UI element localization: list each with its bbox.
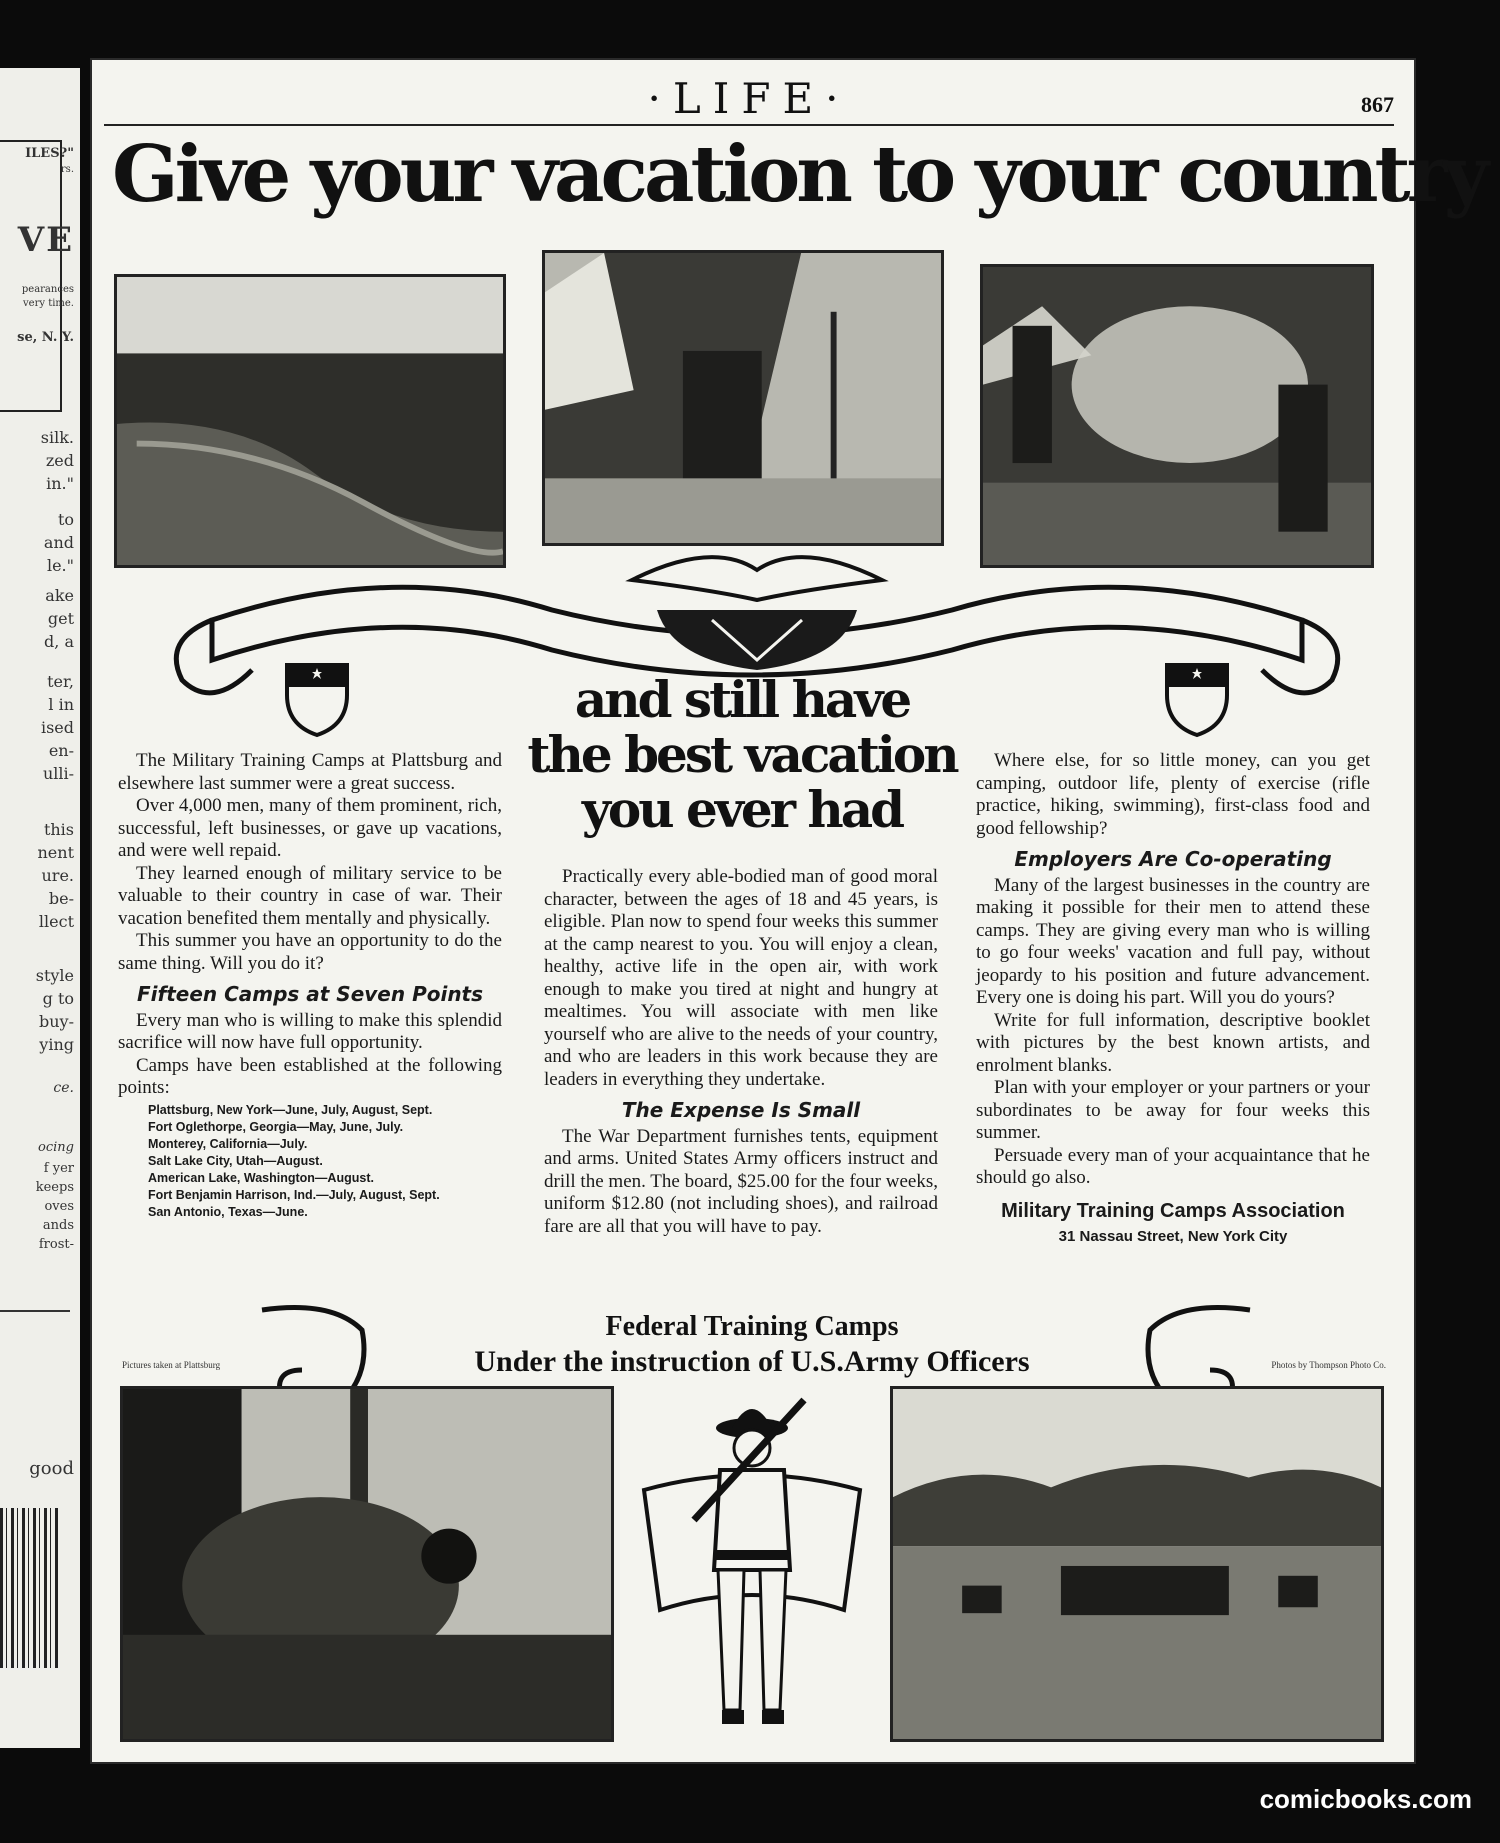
adjacent-barcode-graphic xyxy=(0,1508,60,1668)
adjacent-text-fragment: to xyxy=(57,510,74,529)
body-paragraph: Every man who is willing to make this splendid sacrifice will now have full opportunity. xyxy=(118,1009,502,1053)
camp-list-item: Plattsburg, New York—June, July, August, Sept. xyxy=(148,1102,433,1117)
adjacent-text-fragment: good xyxy=(29,1458,74,1479)
adjacent-text-fragment: get xyxy=(47,609,74,628)
adjacent-text-fragment: ying xyxy=(39,1035,74,1054)
body-paragraph: Many of the largest businesses in the country are making it possible for their men to attend these camps. They are giving every man who is willing to go four weeks' vacation and full pay, without jeopardy to his position and future advancement. Every one is doing his part. Will you do yours? xyxy=(976,874,1370,1008)
soldier-illustration xyxy=(624,1380,880,1750)
adjacent-text-fragment: ake xyxy=(45,586,74,605)
photo-trenches xyxy=(114,274,506,568)
body-paragraph: The War Department furnishes tents, equipment and arms. United States Army officers instruct and drill the men. The board, $25.00 for the four weeks, uniform $12.80 (not including shoes), and railroad fare are all that you will have to pay. xyxy=(544,1125,938,1237)
footer-banner-line1: Federal Training Camps xyxy=(605,1311,899,1342)
body-paragraph: The Military Training Camps at Plattsburg and elsewhere last summer were a great success. xyxy=(118,750,502,794)
footer-banner xyxy=(422,1310,1082,1380)
adjacent-text-fragment: ands xyxy=(42,1218,74,1233)
adjacent-text-fragment: rs. xyxy=(60,164,74,175)
camp-list-item: American Lake, Washington—August. xyxy=(148,1170,374,1185)
association-name: Military Training Camps Association xyxy=(1001,1199,1345,1222)
camp-list-item: San Antonio, Texas—June. xyxy=(148,1204,308,1219)
adjacent-text-fragment: g to xyxy=(42,989,74,1008)
adjacent-text-fragment: be- xyxy=(48,889,74,908)
adjacent-text-fragment: ter, xyxy=(47,672,74,691)
adjacent-text-fragment: ised xyxy=(40,718,74,737)
adjacent-text-fragment: in." xyxy=(46,474,74,493)
adjacent-text-fragment: ce. xyxy=(53,1080,74,1096)
page-number: 867 xyxy=(1361,92,1394,117)
photo-cavalry-field xyxy=(890,1386,1384,1742)
body-paragraph: Persuade every man of your acquaintance that he should go also. xyxy=(976,1144,1370,1188)
photo-machine-gun xyxy=(120,1386,614,1742)
camp-list xyxy=(118,1102,502,1221)
site-watermark: comicbooks.com xyxy=(1259,1784,1472,1814)
shield-icon xyxy=(287,665,347,735)
adjacent-text-fragment: keeps xyxy=(35,1180,74,1195)
adjacent-text-fragment: llect xyxy=(38,912,74,931)
adjacent-text-fragment: oves xyxy=(44,1199,74,1214)
magazine-title: ·LIFE· xyxy=(647,74,851,123)
photo-campfire xyxy=(980,264,1374,568)
adjacent-text-fragment: le." xyxy=(46,556,74,575)
photo-credit-right: Photos by Thompson Photo Co. xyxy=(1271,1360,1386,1370)
adjacent-text-fragment: d, a xyxy=(44,632,74,651)
headline: Give your vacation to your country xyxy=(112,129,1486,220)
adjacent-text-fragment: zed xyxy=(45,451,74,470)
adjacent-text-fragment: style xyxy=(35,966,74,985)
adjacent-text-fragment: ocing xyxy=(38,1140,74,1155)
right-text-column xyxy=(976,750,1370,1249)
camp-list-item: Monterey, California—July. xyxy=(148,1136,308,1151)
adjacent-text-fragment: frost- xyxy=(38,1237,74,1252)
footer-banner-line2: Under the instruction of U.S.Army Officers xyxy=(474,1345,1030,1378)
masthead xyxy=(104,70,1394,126)
adjacent-text-fragment: pearances xyxy=(21,284,74,295)
adjacent-text-fragment: se, N. Y. xyxy=(17,330,74,345)
adjacent-text-fragment: this xyxy=(43,820,74,839)
adjacent-text-fragment: VE xyxy=(17,220,74,260)
photo-credit-left: Pictures taken at Plattsburg xyxy=(122,1360,221,1370)
adjacent-text-fragment: ure. xyxy=(41,866,74,885)
adjacent-text-fragment: en- xyxy=(48,741,74,760)
adjacent-text-fragment: f yer xyxy=(43,1161,74,1176)
adjacent-text-fragment: buy- xyxy=(39,1012,74,1031)
adjacent-text-fragment: nent xyxy=(37,843,74,862)
body-paragraph: Plan with your employer or your partners or your subordinates to be away for four weeks this summer. xyxy=(976,1077,1370,1143)
adjacent-ad-box xyxy=(0,140,62,412)
section-heading: The Expense Is Small xyxy=(621,1098,861,1122)
camp-list-item: Fort Oglethorpe, Georgia—May, June, July. xyxy=(148,1119,404,1134)
body-paragraph: Where else, for so little money, can you get camping, outdoor life, plenty of exercise (rifle practice, hiking, swimming), first-class food and good fellowship? xyxy=(976,750,1370,839)
body-paragraph: Camps have been established at the following points: xyxy=(118,1054,502,1098)
adjacent-page-strip xyxy=(0,68,80,1748)
camp-list-item: Fort Benjamin Harrison, Ind.—July, August, Sept. xyxy=(148,1187,440,1202)
middle-text-column xyxy=(544,866,938,1238)
body-paragraph: This summer you have an opportunity to do the same thing. Will you do it? xyxy=(118,930,502,974)
subheadline: and still have the best vacation you ever had xyxy=(527,670,957,839)
body-paragraph: Write for full information, descriptive booklet with pictures by the best known artists, and enrolment blanks. xyxy=(976,1009,1370,1076)
adjacent-text-fragment: silk. xyxy=(40,428,74,447)
body-paragraph: They learned enough of military service to be valuable to their country in case of war. Their vacation benefited them mentally and physically. xyxy=(118,862,502,929)
left-text-column xyxy=(118,750,502,1221)
body-paragraph: Over 4,000 men, many of them prominent, rich, successful, left businesses, or gave up vacations, and were well repaid. xyxy=(118,795,502,861)
photo-tent-officer xyxy=(542,250,944,546)
association-address: 31 Nassau Street, New York City xyxy=(1058,1228,1288,1245)
camp-list-item: Salt Lake City, Utah—August. xyxy=(148,1153,323,1168)
body-paragraph: Practically every able-bodied man of good moral character, between the ages of 18 and 45 years, is eligible. Plan now to spend four weeks this summer at the camp nearest to you. You will enjoy a clean, healthy, active life in the open air, with work enough to make you tired at night and hungry at mealtimes. You will associate with men like yourself who are alive to the needs of your country, and who are leaders in this work because they are leaders in everything they undertake. xyxy=(544,866,938,1090)
adjacent-rule xyxy=(0,1310,70,1312)
adjacent-text-fragment: ulli- xyxy=(42,764,74,783)
section-heading: Fifteen Camps at Seven Points xyxy=(136,982,484,1006)
magazine-page xyxy=(92,60,1486,1762)
adjacent-text-fragment: ILES?" xyxy=(25,146,74,161)
section-heading: Employers Are Co-operating xyxy=(1014,847,1332,871)
adjacent-text-fragment: and xyxy=(43,533,74,552)
adjacent-text-fragment: l in xyxy=(48,695,74,714)
adjacent-text-fragment: very time. xyxy=(23,298,74,309)
